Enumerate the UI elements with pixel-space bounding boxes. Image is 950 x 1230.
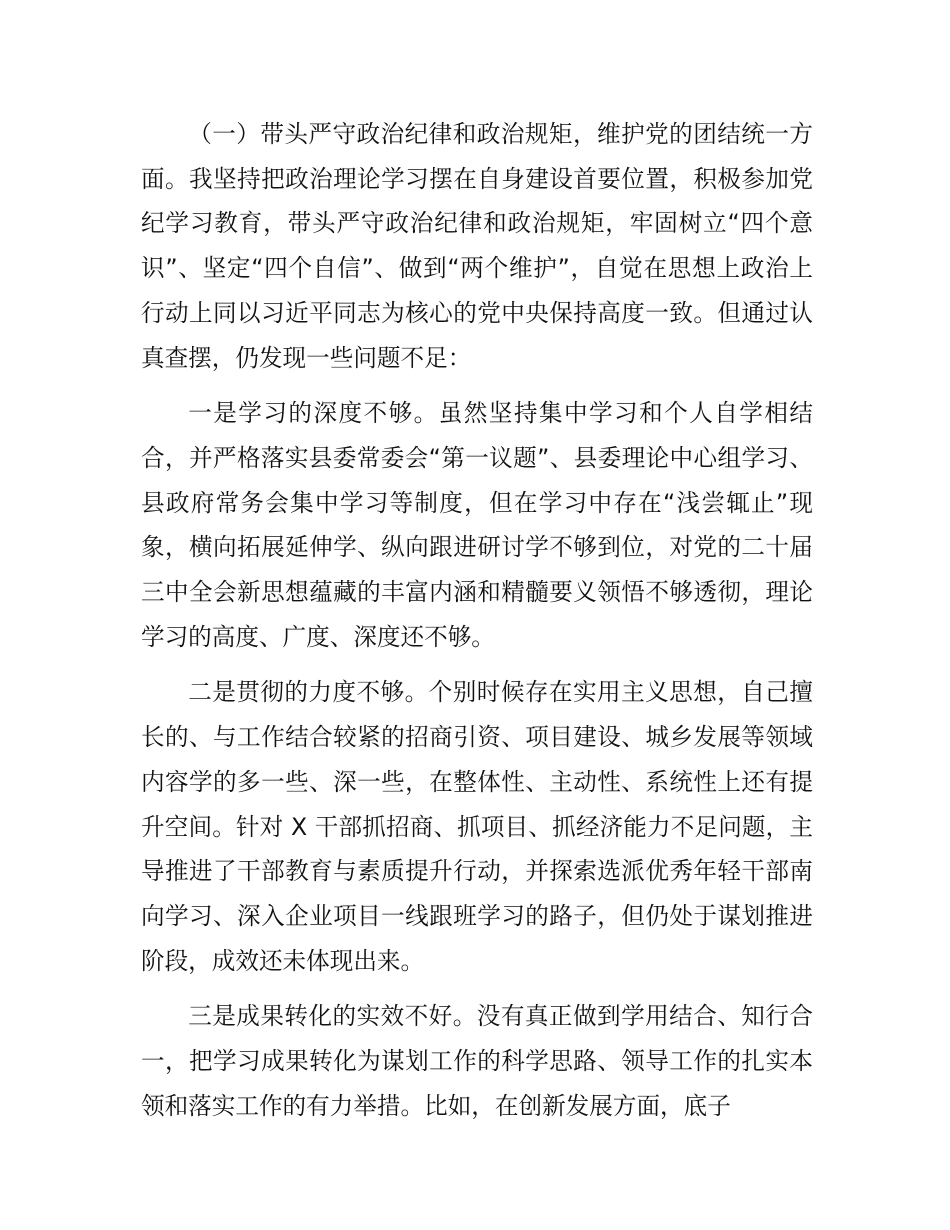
paragraph-study-depth: 一是学习的深度不够。虽然坚持集中学习和个人自学相结合，并严格落实县委常委会“第一议题”、县委理论中心组学习、县政府常务会集中学习等制度，但在学习中存在“浅尝辄止”现象，横向拓展延伸学、纵向跟进研讨学不够到位，对党的二十届三中全会新思想蕴藏的丰富内涵和精髓要义领悟不够透彻，理论学习的高度、广度、深度还不够。 [141, 399, 813, 651]
paragraph-political-discipline: （一）带头严守政治纪律和政治规矩，维护党的团结统一方面。我坚持把政治理论学习摆在自身建设首要位置，积极参加党纪学习教育，带头严守政治纪律和政治规矩，牢固树立“四个意识”、坚定“四个自信”、做到“两个维护”，自觉在思想上政治上行动上同以习近平同志为核心的党中央保持高度一致。但通过认真查摆，仍发现一些问题不足： [141, 120, 813, 372]
paragraph-implementation-strength: 二是贯彻的力度不够。个别时候存在实用主义思想，自己擅长的、与工作结合较紧的招商引资、项目建设、城乡发展等领域内容学的多一些、深一些，在整体性、主动性、系统性上还有提升空间。针对 X 干部抓招商、抓项目、抓经济能力不足问题，主导推进了干部教育与素质提升行动，并探索选派优秀年轻干部南向学习、深入企业项目一线跟班学习的路子，但仍处于谋划推进阶段，成效还未体现出来。 [141, 678, 813, 975]
document-body [141, 112, 813, 1128]
paragraph-results-transformation: 三是成果转化的实效不好。没有真正做到学用结合、知行合一，把学习成果转化为谋划工作的科学思路、领导工作的扎实本领和落实工作的有力举措。比如，在创新发展方面，底子 [141, 1002, 813, 1120]
